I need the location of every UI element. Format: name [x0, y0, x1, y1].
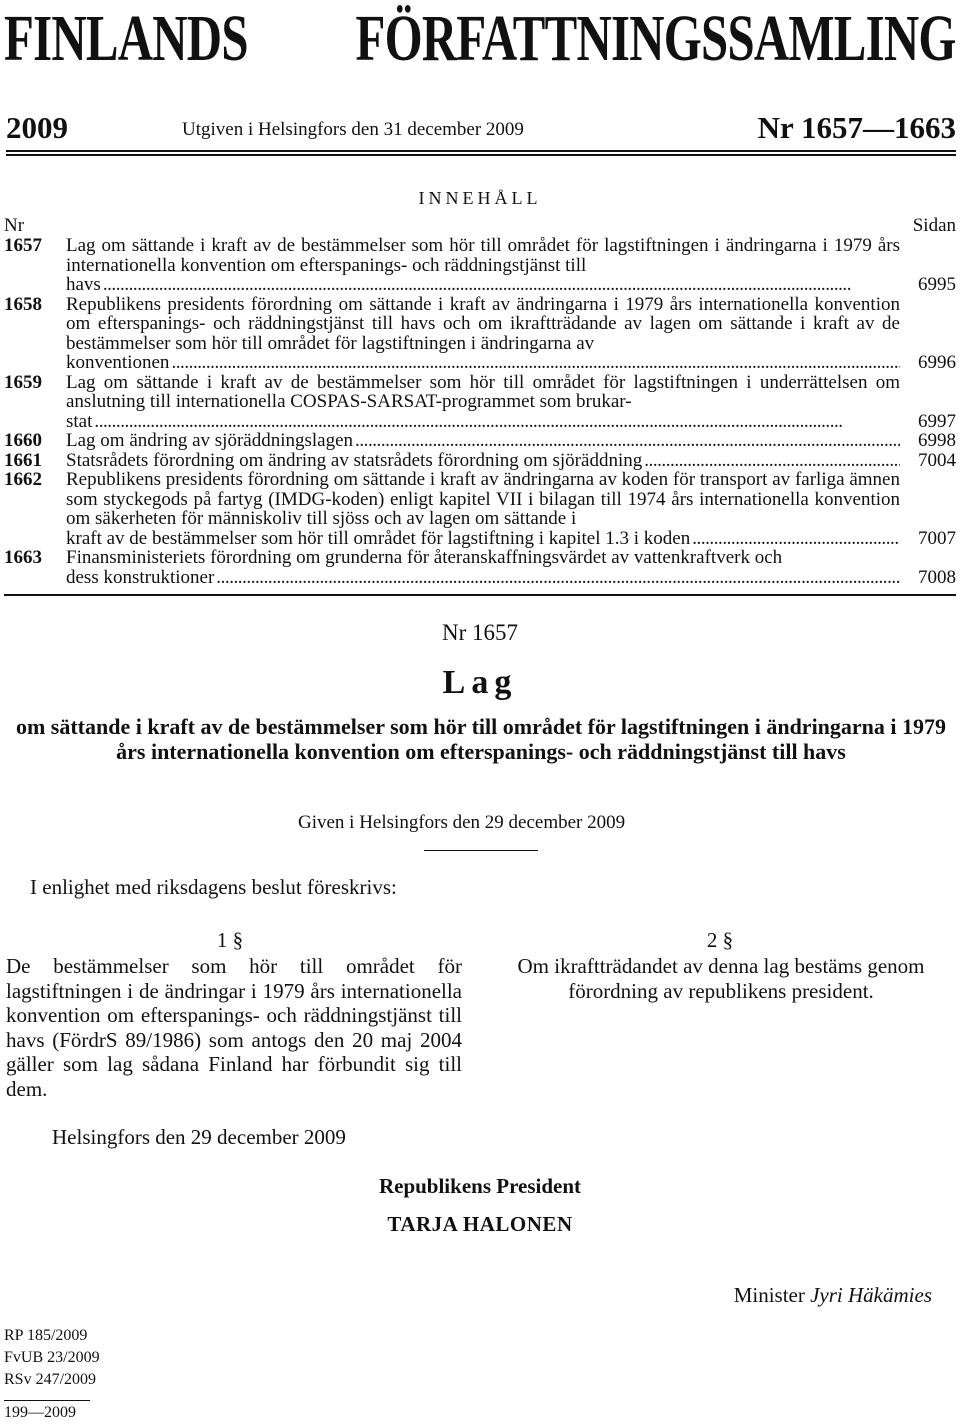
toc-entry-text-end: konventionen: [66, 352, 170, 373]
toc-entry-number: 1658: [4, 293, 42, 315]
issue-place-date: Utgiven i Helsingfors den 31 december 2009: [182, 119, 524, 140]
reference-item: RSv 247/2009: [4, 1371, 97, 1388]
toc-entry-text-end: Statsrådets förordning om ändring av statsrådets förordning om sjöräddning: [66, 449, 643, 471]
minister-name: Jyri Häkämies: [810, 1283, 932, 1307]
toc-entry-text: Lag om sättande i kraft av de bestämmelser som hör till området för lagstiftningen i ändringarna i 1979 års internationella konvention om efterspanings- och räddningstjänst till: [66, 235, 900, 276]
toc-entry-text: Republikens presidents förordning om sättande i kraft av ändringarna av koden för transport av farliga ämnen som styckegods på fartyg (IMDG-koden) enligt kapitel VII i bilagan till 1974 års internationella konvention om säkerheten för människoliv till sjöss och av lagen om sättande i: [66, 469, 900, 529]
act-given-date: Given i Helsingfors den 29 december 2009: [298, 812, 626, 833]
toc-entry-text-end: Lag om ändring av sjöräddningslagen: [66, 430, 354, 451]
signer-role: Republikens President: [378, 1174, 582, 1198]
toc-entry-number: 1660: [4, 430, 42, 451]
toc-entry[interactable]: [4, 295, 956, 373]
toc-entry-number: 1661: [4, 449, 42, 471]
toc-entry-page: 7004: [918, 449, 956, 471]
contents-column-nr: Nr: [4, 215, 25, 236]
toc-entry-text: Finansministeriets förordning om grunderna för återanskaffningsvärdet av vattenkraftverk och: [66, 547, 783, 568]
toc-entry-number: 1662: [4, 469, 42, 490]
toc-entry[interactable]: [4, 236, 956, 295]
toc-entry-text-end: stat: [66, 410, 93, 432]
toc-entry-text: Lag om sättande i kraft av de bestämmelser som hör till området för lagstiftningen i underrättelsen om anslutning till internationella COSPAS-SARSAT-programmet som brukar-: [66, 371, 900, 412]
dot-leader: [216, 568, 900, 588]
toc-entry-text-end: havs: [66, 274, 101, 295]
contents-divider: [4, 594, 956, 596]
section-2-text: Om ikraftträdandet av denna lag bestäms genom förordning av republikens president.: [517, 954, 925, 1003]
toc-entry-page: 6997: [918, 410, 956, 432]
section-2-heading: 2 §: [706, 928, 734, 952]
dot-leader: [94, 412, 900, 432]
act-number: Nr 1657: [441, 620, 519, 645]
divider: [424, 850, 538, 851]
toc-entry-page: 6996: [918, 352, 956, 373]
issue-header: [6, 110, 956, 152]
minister-title: Minister: [733, 1283, 805, 1307]
toc-entry[interactable]: [4, 451, 956, 471]
publication-title: FINLANDS FÖRFATTNINGSSAMLING: [4, 2, 956, 75]
toc-entry-text: Republikens presidents förordning om sättande i kraft av ändringarna i 1979 års internationella konvention om efterspanings- och räddningstjänst till havs och om ikraftträdande av lagen om sättande i kraft av de bestämmelser som hör till området för lagstiftningen i ändringarna av: [66, 293, 900, 354]
signing-place-date: Helsingfors den 29 december 2009: [52, 1125, 346, 1149]
dot-leader: [171, 353, 900, 373]
reference-item: FvUB 23/2009: [4, 1349, 100, 1366]
act-title: om sättande i kraft av de bestämmelser som hör till området för lagstiftningen i ändringarna i 1979 års internationella konvention om efterspanings- och räddningstjänst till havs: [15, 714, 947, 764]
footer-code: 199—2009: [4, 1404, 76, 1421]
dot-leader: [644, 451, 900, 471]
reference-item: RP 185/2009: [4, 1327, 88, 1344]
toc-entry-page: 6995: [918, 274, 956, 295]
footer-divider: [4, 1400, 90, 1401]
dot-leader: [103, 275, 900, 295]
section-1-heading: 1 §: [216, 928, 244, 952]
contents-heading: INNEHÅLL: [418, 188, 542, 208]
section-1-text: De bestämmelser som hör till området för lagstiftningen i de ändringar i 1979 års internationella konvention om efterspanings- och räddningstjänst till havs (FördrS 89/1986) som antogs den 20 maj 2004 gäller som lag sådana Finland har förbundit sig till dem.: [6, 954, 462, 1101]
toc-entry-text-end: dess konstruktioner: [66, 566, 215, 588]
toc-entry[interactable]: [4, 431, 956, 451]
toc-entry[interactable]: [4, 548, 956, 587]
dot-leader: [692, 529, 900, 549]
issue-year: 2009: [6, 110, 68, 145]
toc-entry-number: 1659: [4, 371, 42, 393]
toc-entry-page: 7008: [918, 566, 956, 588]
table-of-contents: [4, 236, 956, 587]
signer-name: TARJA HALONEN: [387, 1212, 573, 1236]
act-type: Lag: [442, 664, 518, 701]
toc-entry-number: 1663: [4, 547, 42, 568]
issue-numbers: Nr 1657—1663: [757, 110, 956, 145]
toc-entry[interactable]: [4, 373, 956, 432]
toc-entry[interactable]: [4, 470, 956, 548]
toc-entry-page: 6998: [918, 430, 956, 451]
dot-leader: [355, 431, 900, 451]
enacting-clause: I enlighet med riksdagens beslut föreskrivs:: [30, 875, 397, 899]
toc-entry-page: 7007: [918, 527, 956, 549]
legislative-references: [4, 1325, 100, 1391]
toc-entry-number: 1657: [4, 235, 42, 256]
countersignature: [734, 1283, 932, 1308]
contents-column-page: Sidan: [912, 215, 956, 236]
toc-entry-text-end: kraft av de bestämmelser som hör till området för lagstiftning i kapitel 1.3 i koden: [66, 527, 691, 549]
